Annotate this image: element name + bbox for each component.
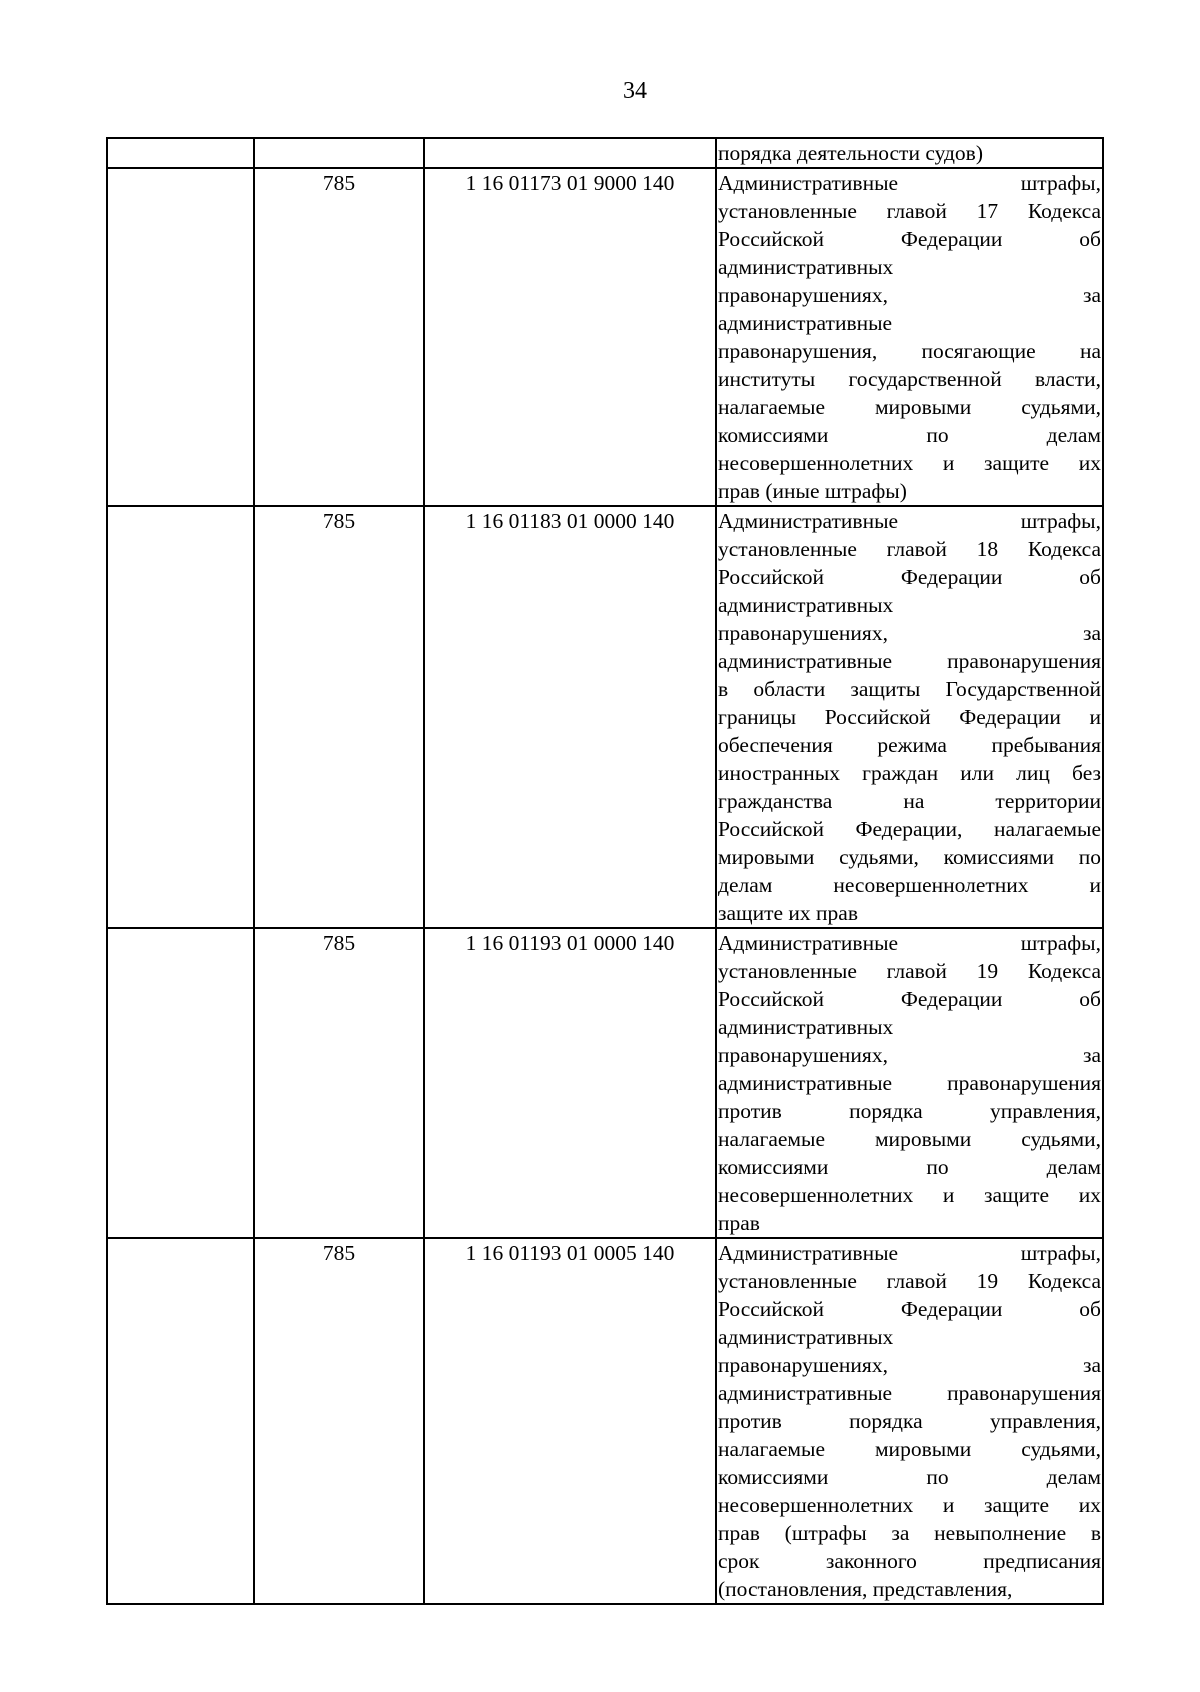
description-line: административных bbox=[718, 1325, 894, 1349]
description-line: прав bbox=[718, 1211, 760, 1235]
description-line: Российской Федерации об bbox=[718, 987, 1101, 1011]
kbk-code-cell: 1 16 01193 01 0000 140 bbox=[424, 928, 716, 1238]
description-line: правонарушениях, за bbox=[718, 1043, 1101, 1067]
table-row bbox=[107, 506, 1103, 928]
table-row bbox=[107, 1238, 1103, 1604]
description-line: налагаемые мировыми судьями, bbox=[718, 395, 1101, 419]
description-line: Административные штрафы, bbox=[718, 1241, 1101, 1265]
description-line: Административные штрафы, bbox=[718, 171, 1101, 195]
description-line: границы Российской Федерации и bbox=[718, 705, 1101, 729]
description-line: срок законного предписания bbox=[718, 1549, 1101, 1573]
description-line: установленные главой 18 Кодекса bbox=[718, 537, 1101, 561]
kbk-code-cell: 1 16 01193 01 0005 140 bbox=[424, 1238, 716, 1604]
description-line: несовершеннолетних и защите их bbox=[718, 451, 1101, 475]
admin-code-cell: 785 bbox=[254, 1238, 424, 1604]
description-cell bbox=[716, 1238, 1103, 1604]
description-line: гражданства на территории bbox=[718, 789, 1101, 813]
table-row bbox=[107, 168, 1103, 506]
description-line: Российской Федерации об bbox=[718, 227, 1101, 251]
empty-cell bbox=[107, 506, 254, 928]
description-line: Административные штрафы, bbox=[718, 931, 1101, 955]
description-cell bbox=[716, 168, 1103, 506]
description-cell bbox=[716, 138, 1103, 168]
kbk-code-cell bbox=[424, 138, 716, 168]
description-line: административных bbox=[718, 593, 894, 617]
description-line: административные правонарушения bbox=[718, 649, 1101, 673]
budget-classification-table bbox=[106, 137, 1104, 1605]
empty-cell bbox=[107, 168, 254, 506]
admin-code-cell: 785 bbox=[254, 506, 424, 928]
description-line: налагаемые мировыми судьями, bbox=[718, 1437, 1101, 1461]
description-cell bbox=[716, 506, 1103, 928]
page-number: 34 bbox=[623, 78, 647, 104]
admin-code-cell bbox=[254, 138, 424, 168]
description-line: административные правонарушения bbox=[718, 1071, 1101, 1095]
description-line: порядка деятельности судов) bbox=[718, 141, 983, 165]
kbk-code-cell: 1 16 01173 01 9000 140 bbox=[424, 168, 716, 506]
empty-cell bbox=[107, 928, 254, 1238]
description-cell bbox=[716, 928, 1103, 1238]
description-line: комиссиями по делам bbox=[718, 423, 1101, 447]
description-line: Российской Федерации, налагаемые bbox=[718, 817, 1101, 841]
description-line: против порядка управления, bbox=[718, 1409, 1101, 1433]
description-line: (постановления, представления, bbox=[718, 1577, 1013, 1601]
description-line: установленные главой 17 Кодекса bbox=[718, 199, 1101, 223]
table-row bbox=[107, 138, 1103, 168]
description-line: защите их прав bbox=[718, 901, 858, 925]
empty-cell bbox=[107, 1238, 254, 1604]
description-line: институты государственной власти, bbox=[718, 367, 1101, 391]
description-line: Российской Федерации об bbox=[718, 565, 1101, 589]
description-line: правонарушения, посягающие на bbox=[718, 339, 1101, 363]
kbk-code-cell: 1 16 01183 01 0000 140 bbox=[424, 506, 716, 928]
description-line: прав (штрафы за невыполнение в bbox=[718, 1521, 1101, 1545]
description-line: против порядка управления, bbox=[718, 1099, 1101, 1123]
description-line: административных bbox=[718, 255, 894, 279]
description-line: правонарушениях, за bbox=[718, 621, 1101, 645]
description-line: несовершеннолетних и защите их bbox=[718, 1493, 1101, 1517]
admin-code-cell: 785 bbox=[254, 168, 424, 506]
description-line: правонарушениях, за bbox=[718, 283, 1101, 307]
description-line: административные bbox=[718, 311, 893, 335]
description-line: Российской Федерации об bbox=[718, 1297, 1101, 1321]
description-line: обеспечения режима пребывания bbox=[718, 733, 1101, 757]
admin-code-cell: 785 bbox=[254, 928, 424, 1238]
description-line: мировыми судьями, комиссиями по bbox=[718, 845, 1101, 869]
description-line: административных bbox=[718, 1015, 894, 1039]
description-line: Административные штрафы, bbox=[718, 509, 1101, 533]
description-line: в области защиты Государственной bbox=[718, 677, 1101, 701]
description-line: правонарушениях, за bbox=[718, 1353, 1101, 1377]
description-line: административные правонарушения bbox=[718, 1381, 1101, 1405]
description-line: комиссиями по делам bbox=[718, 1465, 1101, 1489]
table-row bbox=[107, 928, 1103, 1238]
description-line: прав (иные штрафы) bbox=[718, 479, 907, 503]
description-line: налагаемые мировыми судьями, bbox=[718, 1127, 1101, 1151]
description-line: иностранных граждан или лиц без bbox=[718, 761, 1101, 785]
description-line: установленные главой 19 Кодекса bbox=[718, 959, 1101, 983]
description-line: делам несовершеннолетних и bbox=[718, 873, 1101, 897]
description-line: комиссиями по делам bbox=[718, 1155, 1101, 1179]
description-line: несовершеннолетних и защите их bbox=[718, 1183, 1101, 1207]
description-line: установленные главой 19 Кодекса bbox=[718, 1269, 1101, 1293]
empty-cell bbox=[107, 138, 254, 168]
